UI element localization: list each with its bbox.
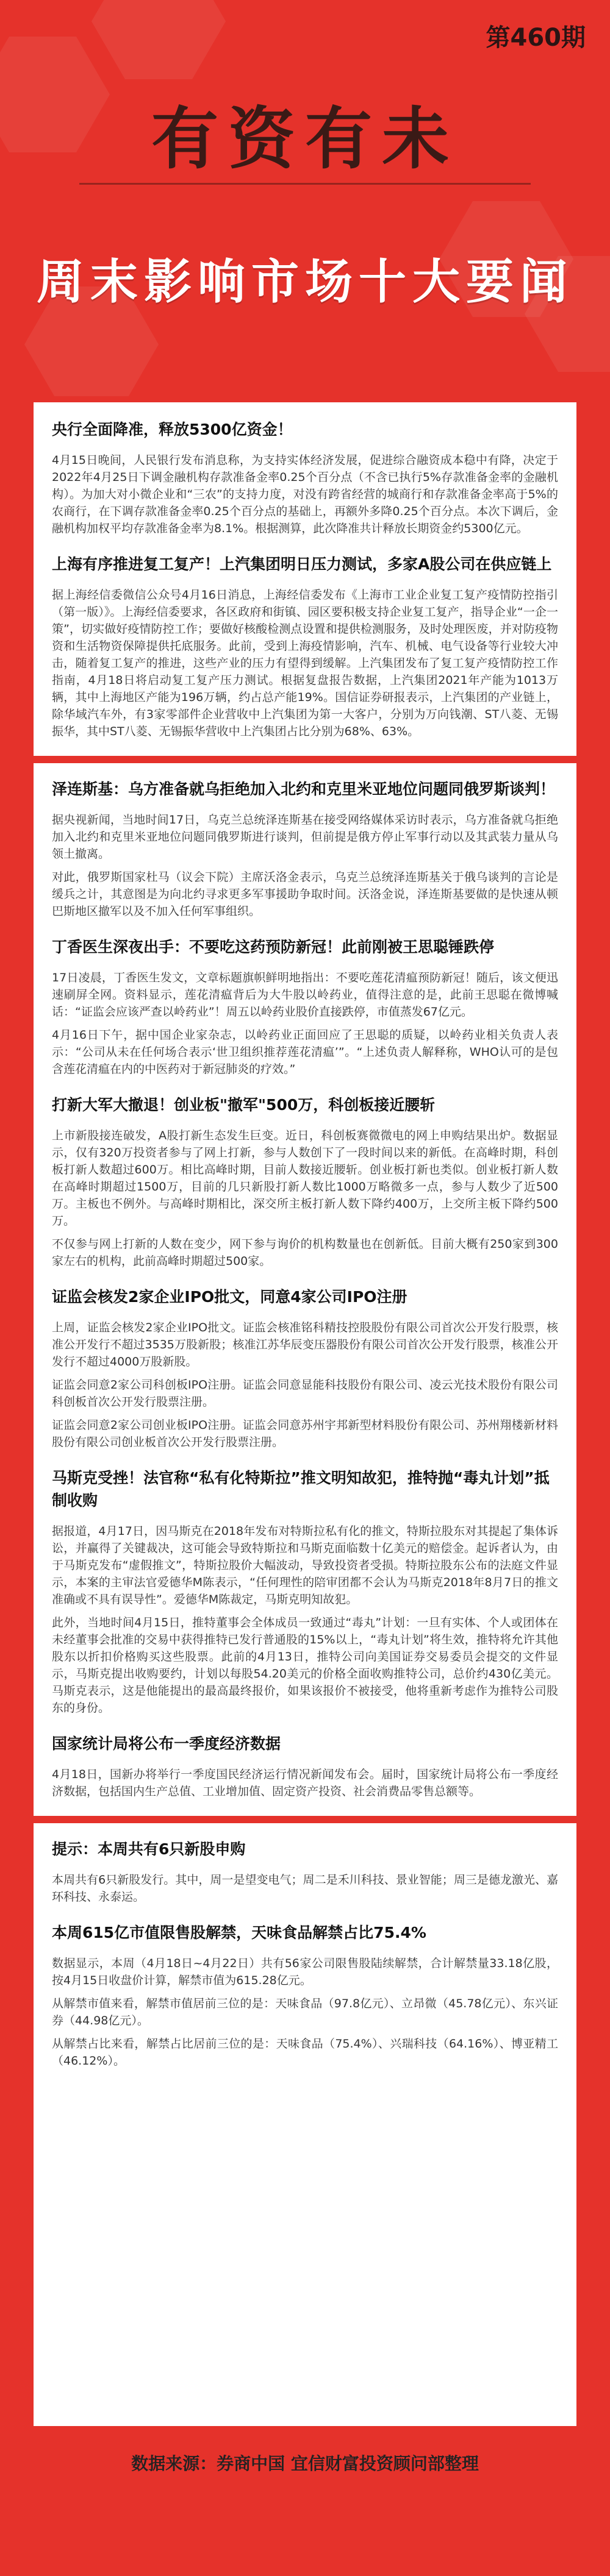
news-title: 上海有序推进复工复产！上汽集团明日压力测试，多家A股公司在供应链上 xyxy=(52,555,552,573)
page-subtitle: 周末影响市场十大要闻 xyxy=(36,255,573,310)
news-paragraph: 据央视新闻，当地时间17日，乌克兰总统泽连斯基在接受网络媒体采访时表示，乌方准备就乌拒绝加入北约和克里米亚地位问题同俄罗斯进行谈判，但前提是俄方停止军事行动以及其武装力量从乌领土撤离。 xyxy=(52,813,558,861)
banner xyxy=(0,0,610,396)
news-paragraph: 证监会同意2家公司科创板IPO注册。证监会同意显能科技股份有限公司、凌云光技术股份有限公司科创板首次公开发行股票注册。 xyxy=(52,1378,558,1409)
section-divider xyxy=(34,756,576,763)
news-title: 本周615亿市值限售股解禁，天味食品解禁占比75.4% xyxy=(52,1924,426,1941)
news-title: 打新大军大撤退！创业板"撤军"500万，科创板接近腰斩 xyxy=(52,1096,436,1114)
news-paragraph: 从解禁占比来看，解禁占比居前三位的是：天味食品（75.4%）、兴瑞科技（64.16%）、博亚精工（46.12%）。 xyxy=(52,2037,558,2068)
news-paragraph: 上市新股接连破发，A股打新生态发生巨变。近日，科创板赛微微电的网上申购结果出炉。数据显示，仅有320万投资者参与了网上打新，参与人数创下了一段时间以来的新低。在高峰时期，科创板打新人数超过600万。相比高峰时期，目前人数接近腰斩。创业板打新也类似。创业板打新人数在高峰时期超过1500万，目前的几只新股打新人数比1000万略微多一点，参与人数少了近500万。主板也不例外。与高峰时期相比，深交所主板打新人数下降约400万，上交所主板下降约500万。 xyxy=(52,1129,558,1228)
news-paragraph: 证监会同意2家公司创业板IPO注册。证监会同意苏州宇邦新型材料股份有限公司、苏州翔楼新材料股份有限公司创业板首次公开发行股票注册。 xyxy=(52,1418,558,1449)
data-source-footer: 数据来源：券商中国 宜信财富投资顾问部整理 xyxy=(131,2453,479,2474)
news-title: 提示：本周共有6只新股申购 xyxy=(52,1840,246,1858)
news-paragraph: 对此，俄罗斯国家杜马（议会下院）主席沃洛金表示，乌克兰总统泽连斯基关于俄乌谈判的言论是缓兵之计，其意图是为向北约寻求更多军事援助争取时间。沃洛金说，泽连斯基要做的是快速从顿巴斯地区撤军以及不加入任何军事组织。 xyxy=(52,870,558,918)
news-item xyxy=(52,1921,558,2069)
news-item xyxy=(52,778,558,920)
news-paragraph: 本周共有6只新股发行。其中，周一是望变电气；周二是禾川科技、景业智能；周三是德龙激光、嘉环科技、永泰运。 xyxy=(52,1873,558,1904)
section-divider xyxy=(34,1816,576,1823)
news-title: 证监会核发2家企业IPO批文，同意4家公司IPO注册 xyxy=(52,1288,407,1306)
news-paragraph: 17日凌晨，丁香医生发文，文章标题旗帜鲜明地指出：不要吃莲花清瘟预防新冠！随后，该文便迅速刷屏全网。资料显示，莲花清瘟背后为大牛股以岭药业，值得注意的是，此前王思聪在微博喊话：“证监会应该严查以岭药业”！周五以岭药业股价直接跌停，市值蒸发67亿元。 xyxy=(52,971,558,1019)
decor-hexagon xyxy=(92,0,226,79)
issue-number: 第460期 xyxy=(486,24,586,52)
news-item xyxy=(52,553,558,740)
news-paragraph: 据报道，4月17日，因马斯克在2018年发布对特斯拉私有化的推文，特斯拉股东对其提起了集体诉讼，并赢得了关键裁决，这可能会导致特斯拉和马斯克面临数十亿美元的赔偿金。起诉者认为，由于马斯克发布“虚假推文”，特斯拉股价大幅波动，导致投资者受损。特斯拉股东公布的法庭文件显示，本案的主审法官爱德华M陈表示，“任何理性的陪审团都不会认为马斯克2018年8月7日的推文准确或不具有误导性”。爱德华M陈裁定，马斯克明知故犯。 xyxy=(52,1525,558,1606)
news-card xyxy=(34,402,576,2426)
news-paragraph: 据上海经信委微信公众号4月16日消息，上海经信委发布《上海市工业企业复工复产疫情防控指引（第一版）》。上海经信委要求，各区政府和街镇、园区要积极支持企业复工复产，指导企业“一企一策”，切实做好疫情防控工作；要做好核酸检测点设置和提供检测服务，及时处理医废，并对防疫物资和生活物资保障提供托底服务。此前，受到上海疫情影响，汽车、机械、电气设备等行业较大冲击，随着复工复产的推进，这些产业的压力有望得到缓解。上汽集团发布了复工复产疫情防控工作指南，4月18日将启动复工复产压力测试。根据复盘报告数据，上汽集团2021年产能为1013万辆，其中上海地区产能为196万辆，约占总产能19%。国信证券研报表示，上汽集团的产业链上，除华域汽车外，有3家零部件企业营收中上汽集团为第一大客户，分别为万向钱潮、ST八菱、无锡振华，其中ST八菱、无锡振华营收中上汽集团占比分别为68%、63%。 xyxy=(52,588,558,738)
news-title: 泽连斯基：乌方准备就乌拒绝加入北约和克里米亚地位问题同俄罗斯谈判！ xyxy=(52,780,556,798)
news-title: 央行全面降准，释放5300亿资金！ xyxy=(52,421,293,438)
news-item xyxy=(52,936,558,1078)
news-paragraph: 4月15日晚间，人民银行发布消息称，为支持实体经济发展，促进综合融资成本稳中有降，决定于2022年4月25日下调金融机构存款准备金率0.25个百分点（不含已执行5%存款准备金率的金融机构）。为加大对小微企业和“三农”的支持力度，对没有跨省经营的城商行和存款准备金率高于5%的农商行，在下调存款准备金率0.25个百分点的基础上，再额外多降0.25个百分点。本次下调后，金融机构加权平均存款准备金率为8.1%。根据测算，此次降准共计释放长期资金约5300亿元。 xyxy=(52,454,558,535)
brand-title: 有资有未 xyxy=(151,100,459,178)
news-paragraph: 上周，证监会核发2家企业IPO批文。证监会核准铭科精技控股股份有限公司首次公开发行股票，核准公开发行不超过3535万股新股；核准江苏华辰变压器股份有限公司首次公开发行股票，核准公开发行不超过4000万股新股。 xyxy=(52,1321,558,1368)
news-paragraph: 4月18日，国新办将举行一季度国民经济运行情况新闻发布会。届时，国家统计局将公布一季度经济数据，包括国内生产总值、工业增加值、固定资产投资、社会消费品零售总额等。 xyxy=(52,1768,558,1798)
news-item xyxy=(52,1732,558,1800)
news-item xyxy=(52,1286,558,1451)
news-title: 马斯克受挫！法官称“私有化特斯拉”推文明知故犯，推特抛“毒丸计划”抵制收购 xyxy=(52,1469,550,1509)
news-paragraph: 4月16日下午，据中国企业家杂志，以岭药业正面回应了王思聪的质疑，以岭药业相关负责人表示：“公司从未在任何场合表示‘世卫组织推荐莲花清瘟’”。“上述负责人解释称，WHO认可的是包含莲花清瘟在内的中医药对于新冠肺炎的疗效。” xyxy=(52,1028,558,1076)
news-paragraph: 此外，当地时间4月15日，推特董事会全体成员一致通过“毒丸”计划：一旦有实体、个人或团体在未经董事会批准的交易中获得推特已发行普通股的15%以上，“毒丸计划”将生效，推特将允许其他股东以折扣价格购买这些股票。此前的4月13日，推特公司向美国证券交易委员会提交的文件显示，马斯克提出收购要约，计划以每股54.20美元的价格全面收购推特公司，总价约430亿美元。马斯克表示，这是他能提出的最高最终报价，如果该报价不被接受，他将重新考虑作为推特公司股东的身份。 xyxy=(52,1616,558,1715)
news-title: 丁香医生深夜出手：不要吃这药预防新冠！此前刚被王思聪锤跌停 xyxy=(52,938,495,956)
news-paragraph: 不仅参与网上打新的人数在变少，网下参与询价的机构数量也在创新低。目前大概有250家到300家左右的机构，此前高峰时期超过500家。 xyxy=(52,1237,558,1268)
news-item xyxy=(52,1838,558,1905)
news-title: 国家统计局将公布一季度经济数据 xyxy=(52,1735,281,1752)
news-paragraph: 数据显示，本周（4月18日~4月22日）共有56家公司限售股陆续解禁，合计解禁量33.18亿股，按4月15日收盘价计算，解禁市值为615.28亿元。 xyxy=(52,1957,558,1987)
news-paragraph: 从解禁市值来看，解禁市值居前三位的是：天味食品（97.8亿元）、立昂微（45.78亿元）、东兴证券（44.98亿元）。 xyxy=(52,1997,558,2027)
news-item xyxy=(52,1094,558,1270)
news-item xyxy=(52,418,558,537)
news-item xyxy=(52,1467,558,1717)
brand-divider xyxy=(79,183,531,185)
